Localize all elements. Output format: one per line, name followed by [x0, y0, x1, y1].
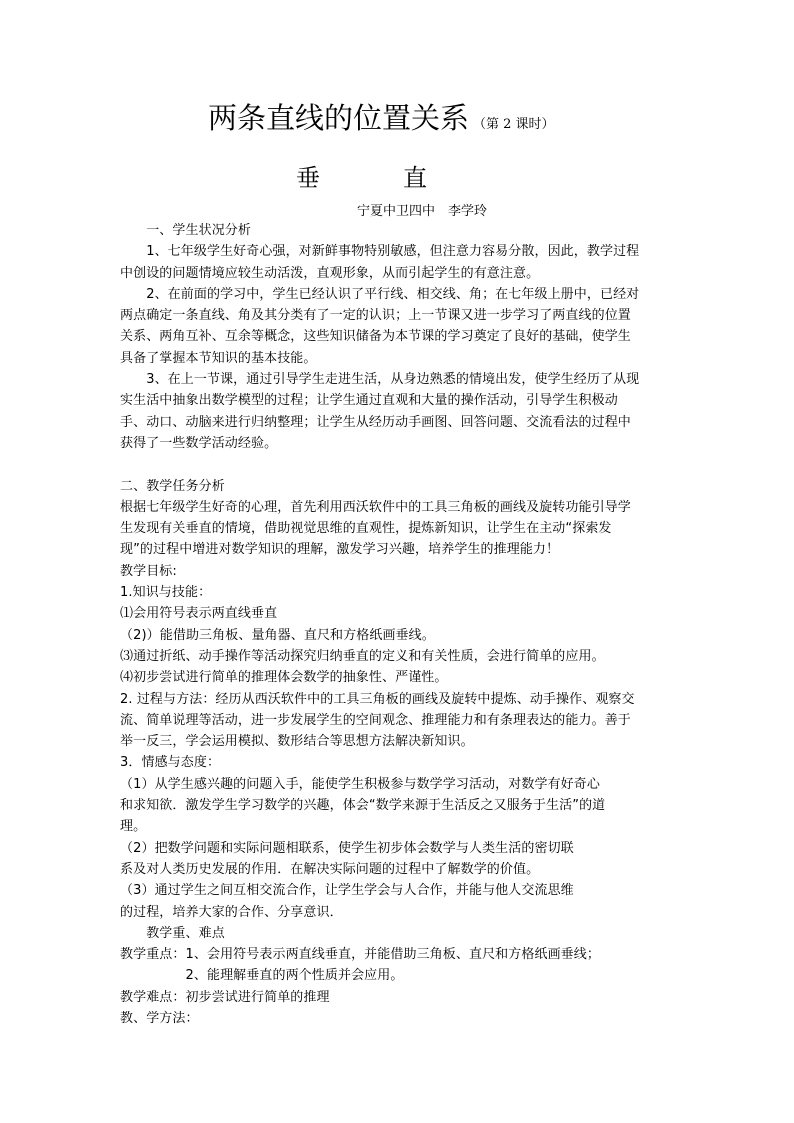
body-line: 现”的过程中增进对数学知识的理解，激发学习兴趣，培养学生的推理能力！ — [120, 542, 560, 558]
body-line: 举一反三，学会运用模拟、数形结合等思想方法解决新知识。 — [120, 734, 474, 750]
body-line: 3、在上一节课，通过引导学生走进生活，从身边熟悉的情境出发，使学生经历了从现 — [120, 372, 640, 388]
body-line: 实生活中抽象出数学模型的过程；让学生通过直观和大量的操作活动，引导学生积极动 — [120, 393, 618, 409]
body-line: 的过程，培养大家的合作、分享意识． — [120, 904, 343, 920]
blank-line — [120, 454, 680, 475]
body-line: 获得了一些数学活动经验。 — [120, 435, 278, 451]
subject-char-1: 垂 — [296, 164, 320, 192]
body-line: 教学重点：1、会用符号表示两直线垂直，并能借助三角板、直尺和方格纸画垂线； — [120, 947, 600, 963]
document-title — [208, 98, 555, 145]
body-line: （1）从学生感兴趣的问题入手，能使学生积极参与数学学习活动，对数学有好奇心 — [120, 776, 600, 792]
section-heading: 二、教学任务分析 — [120, 478, 225, 494]
body-line: 1、七年级学生好奇心强，对新鲜事物特别敏感，但注意力容易分散，因此，教学过程 — [120, 244, 640, 260]
body-line: 关系、两角互补、互余等概念，这些知识储备为本节课的学习奠定了良好的基础，使学生 — [120, 329, 631, 345]
author-line: 宁夏中卫四中 李学玲 — [357, 204, 488, 219]
body-line: 教学难点：初步尝试进行简单的推理 — [120, 989, 330, 1005]
body-line: 2、能理解垂直的两个性质并会应用。 — [120, 968, 404, 984]
body-line: 一、学生状况分析 — [120, 223, 252, 238]
body-line: 教学目标: — [120, 563, 177, 579]
body-line: 系及对人类历史发展的作用．在解决实际问题的过程中了解数学的价值。 — [120, 861, 540, 877]
body-line: 3．情感与态度： — [120, 755, 221, 771]
body-line: 根据七年级学生好奇的心理，首先利用西沃软件中的工具三角板的画线及旋转功能引导学 — [120, 499, 631, 515]
body-line: 流、简单说理等活动，进一步发展学生的空间观念、推理能力和有条理表达的能力。善于 — [120, 712, 631, 728]
body-line: 生发现有关垂直的情境，借助视觉思维的直观性，提炼新知识，让学生在主动“探索发 — [120, 521, 612, 537]
subject-char-2: 直 — [403, 164, 427, 192]
body-line: （3）通过学生之间互相交流合作，让学生学会与人合作，并能与他人交流思维 — [120, 883, 574, 899]
body-line: 两点确定一条直线、角及其分类有了一定的认识；上一节课又进一步学习了两直线的位置 — [120, 308, 631, 324]
body-line: 和求知欲．激发学生学习数学的兴趣，体会“数学来源于生活反之又服务于生活”的道 — [120, 798, 606, 814]
body-line: 教、学方法： — [120, 1010, 199, 1026]
body-line: 1.知识与技能： — [120, 585, 212, 601]
document-body — [120, 220, 680, 1029]
body-line: 2、在前面的学习中，学生已经认识了平行线、相交线、角；在七年级上册中，已经对 — [120, 286, 640, 302]
section-heading: 教学重、难点 — [120, 925, 225, 941]
body-line: 手、动口、动脑来进行归纳整理；让学生从经历动手画图、回答问题、交流看法的过程中 — [120, 414, 631, 430]
body-line: ⑷初步尝试进行简单的推理体会数学的抽象性、严谨性。 — [120, 670, 448, 686]
body-line: （2)）能借助三角板、量角器、直尺和方格纸画垂线。 — [120, 627, 435, 643]
body-line: （2）把数学问题和实际问题相联系，使学生初步体会数学与人类生活的密切联 — [120, 840, 574, 856]
body-line: ⑴会用符号表示两直线垂直 — [120, 606, 278, 622]
body-line: 理。 — [120, 819, 147, 835]
body-line: ⑶通过折纸、动手操作等活动探究归纳垂直的定义和有关性质，会进行简单的应用。 — [120, 648, 605, 664]
body-line: 具备了掌握本节知识的基本技能。 — [120, 350, 317, 366]
title-lesson-note: （第 2 课时） — [473, 117, 555, 132]
body-line: 中创设的问题情境应较生动活泼，直观形象，从而引起学生的有意注意。 — [120, 265, 540, 281]
title-main: 两条直线的位置关系 — [208, 101, 470, 135]
body-line: 2. 过程与方法：经历从西沃软件中的工具三角板的画线及旋转中提炼、动手操作、观察交 — [120, 691, 635, 707]
